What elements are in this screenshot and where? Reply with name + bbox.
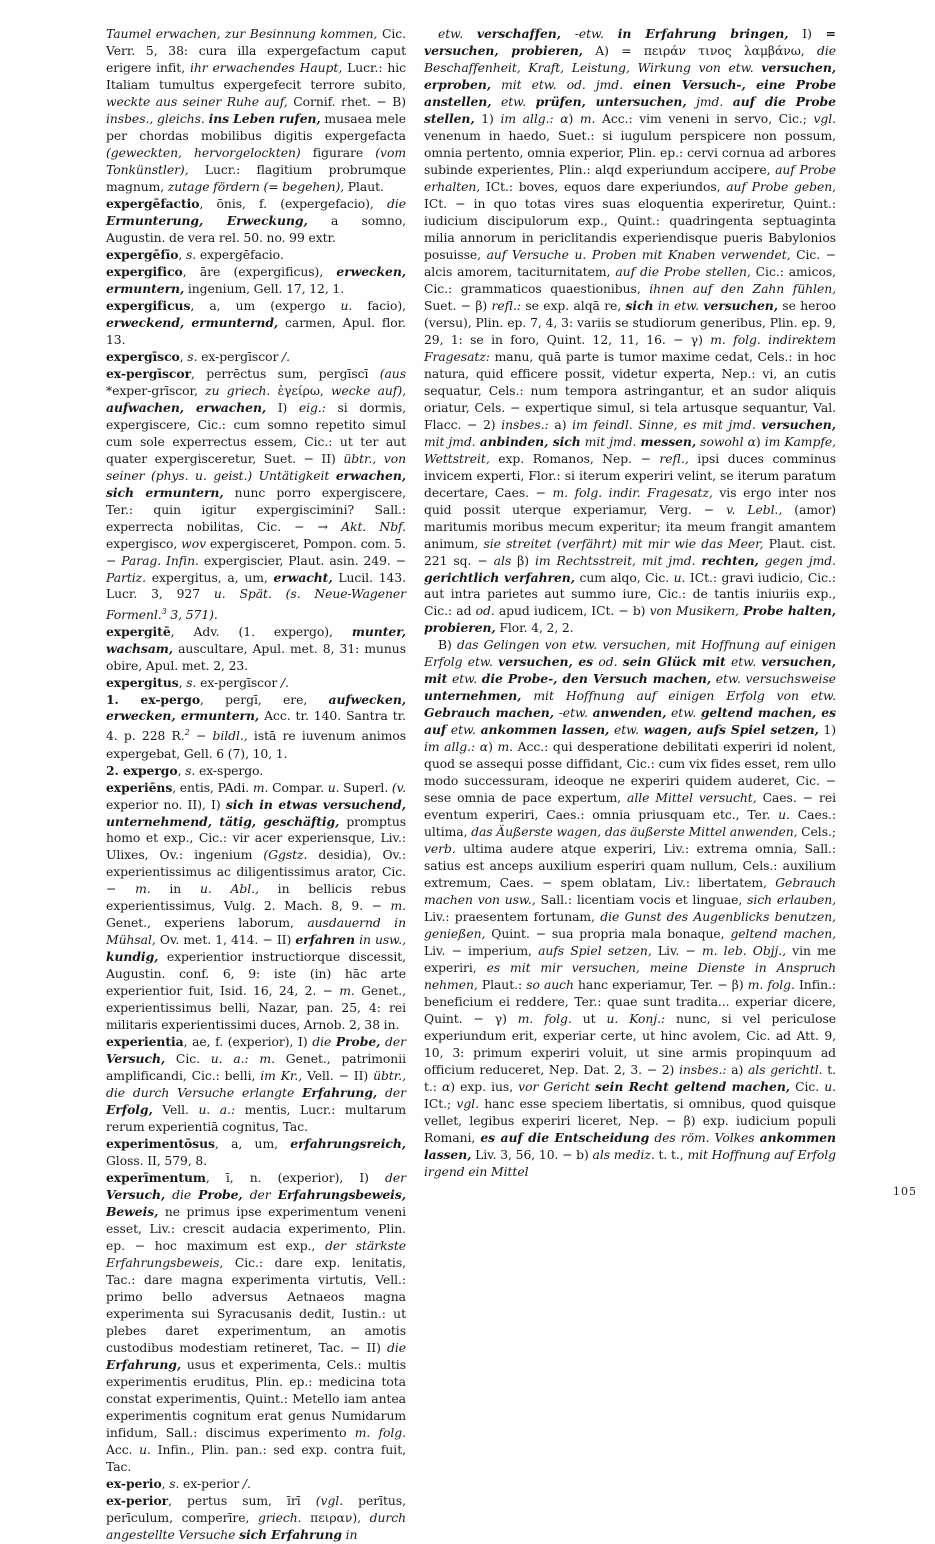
dictionary-entry: expergitus, s. ex-pergīscor /.: [106, 674, 289, 690]
dictionary-entry: ex-perio, s. ex-perior /.: [106, 1475, 251, 1491]
dictionary-entry: experientia, ae, f. (experior), I) die Probe, der Versuch, Cic. u. a.: m. Genet., patrimonii amplificandi, Cic.: belli, im Kr., Vell. − II) übtr., die durch Versuche erlangte Erfahrung, der Erfolg, Vell. u. a.: mentis, Lucr.: multarum rerum experientiā cognitus, Tac.: [106, 1034, 407, 1135]
left-column: [16, 26, 406, 1544]
dictionary-entry: expergēfactio, ōnis, f. (expergefacio), die Ermunterung, Erweckung, a somno, Augustin. de vera rel. 50. no. 99 extr.: [106, 195, 406, 245]
two-column-body: [16, 26, 919, 1544]
dictionary-entry: expergificus, a, um (expergo u. facio), erweckend, ermunternd, carmen, Apul. flor. 13.: [106, 297, 406, 347]
dictionary-entry: experimentōsus, a, um, erfahrungsreich, Gloss. II, 579, 8.: [106, 1136, 406, 1169]
dictionary-entry: expergīsco, s. ex-pergīscor /.: [106, 348, 290, 364]
page-number: 105: [893, 1185, 917, 1198]
dictionary-entry: Taumel erwachen, zur Besinnung kommen, Cic. Verr. 5, 38: cura illa expergefactum caput erigere infit, ihr erwachendes Haupt, Lucr.: hic Italiam tumultus expergefecit terrore subito, weckte aus seiner Ruhe auf, Cornif. rhet. − B) insbes., gleichs. ins Leben rufen, musaea mele per chordas mobilibus digitis expergefacta (geweckten, hervorgelockten) figurare (vom Tonkünstler), Lucr.: flagitium probrumque magnum, zutage fördern (= begehen), Plaut.: [106, 27, 407, 194]
dictionary-entry: 1. ex-pergo, pergī, ere, aufwecken, erwecken, ermuntern, Acc. tr. 140. Santra tr. 4. p. 228 R.$^2$ − bildl., istā re iuvenum animos expergebat, Gell. 6 (7), 10, 1.: [106, 691, 407, 761]
right-column: [406, 26, 836, 1181]
dictionary-entry: expergitē, Adv. (1. expergo), munter, wachsam, auscultare, Apul. met. 8, 31: munus obire, Apul. met. 2, 23.: [106, 623, 406, 673]
dictionary-entry: ex-perior, pertus sum, īrī (vgl. perītus, perīculum, comperīre, griech. πειραν), durch angestellte Versuche sich Erfahrung in: [106, 1492, 406, 1542]
dictionary-entry: expergēfīo, s. expergēfacio.: [106, 246, 284, 262]
dictionary-entry: 2. expergo, s. ex-spergo.: [106, 762, 264, 778]
dictionary-entry: expergifico, āre (expergificus), erwecken, ermuntern, ingenium, Gell. 17, 12, 1.: [106, 263, 406, 296]
dictionary-entry: ex-pergīscor, perrēctus sum, pergīscī (aus *exper-grīscor, zu griech. ἐγείρω, wecke auf), aufwachen, erwachen, I) eig.: si dormis, expergiscere, Cic.: cum somno repetito simul cum sole experrectus essem, Cic.: ut ter aut quater expergisceretur, Suet. − II) übtr., von seiner (phys. u. geist.) Untätigkeit erwachen, sich ermuntern, nunc porro expergiscere, Ter.: quin igitur expergiscimini? Sall.: experrecta nobilitas, Cic. − → Akt. Nbf. expergisco, wov expergisceret, Pompon. com. 5. − Parag. Infin. expergiscier, Plaut. asin. 249. − Partiz. expergitus, a, um, erwacht, Lucil. 143. Lucr. 3, 927 u. Spät. (s. Neue-Wagener Formenl.$^3$ 3, 571).: [106, 365, 406, 622]
dictionary-entry: experiēns, entis, PAdi. m. Compar. u. Superl. (v. experior no. II), I) sich in etwas versuchend, unternehmend, tätig, geschäftig, promptus homo et exp., Cic.: vir acer experiensque, Liv.: Ulixes, Ov.: ingenium (Ggstz. desidia), Ov.: experientissimus ac diligentissimus arator, Cic. − m. in u. Abl., in bellicis rebus experientissimus, Vulg. 2. Mach. 8, 9. − m. Genet., experiens laborum, ausdauernd in Mühsal, Ov. met. 1, 414. − II) erfahren in usw., kundig, experientior instructiorque discessit, Augustin. conf. 6, 9: iste (in) hāc arte experientior fuit, Isid. 16, 24, 2. − m. Genet., experientissimus belli, Nazar, pan. 25, 4: rei militaris experientissimi duces, Arnob. 2, 38 in.: [106, 779, 407, 1033]
dictionary-entry: experīmentum, ī, n. (experior), I) der Versuch, die Probe, der Erfahrungsbeweis, Beweis, ne primus ipse experimentum veneni esset, Liv.: crescit audacia experimento, Plin. ep. − hoc maximum est exp., der stärkste Erfahrungsbeweis, Cic.: dare exp. lenitatis, Tac.: dare magna experimenta virtutis, Vell.: primo bello adversus Aetnaeos magna experimenta sui Syracusanis dedit, Iustin.: ut plebes daret experimentum, an amotis custodibus modestiam retineret, Tac. − II) die Erfahrung, usus et experimenta, Cels.: multis experimentis eruditus, Plin. ep.: medicina tota constat experimentis, Quint.: Metello iam antea experimentis cognitum erat genus Numidarum infidum, Sall.: discimus experimento m. folg. Acc. u. Infin., Plin. pan.: sed exp. contra fuit, Tac.: [106, 1170, 406, 1474]
dictionary-entry: B) das Gelingen von etw. versuchen, mit Hoffnung auf einigen Erfolg etw. versuchen, es od. sein Glück mit etw. versuchen, mit etw. die Probe-, den Versuch machen, etw. versuchsweise unternehmen, mit Hoffnung auf einigen Erfolg von etw. Gebrauch machen, -etw. anwenden, etw. geltend machen, es auf etw. ankommen lassen, etw. wagen, aufs Spiel setzen, 1) im allg.: α) m. Acc.: qui desperatione debilitati experiri id nolent, quod se assequi posse diffidant, Cic.: cum vix fides esset, rem ullo modo successuram, ideoque ne experiri quidem auderet, Cic. − sese omnia de pace expertum, alle Mittel versucht, Caes. − rei eventum experiri, Caes.: omnia priusquam etc., Ter. u. Caes.: ultima, das Äußerste wagen, das äußerste Mittel anwenden, Cels.; verb. ultima audere atque experiri, Liv.: extrema omnia, Sall.: satius est anceps auxilium esperiri quam nullum, Cels.: auxilium extremum, Caes. − spem oblatam, Liv.: libertatem, Gebrauch machen von usw., Sall.: licentiam vocis et linguae, sich erlauben, Liv.: praesentem fortunam, die Gunst des Augenblicks benutzen, genießen, Quint. − sua propria mala bonaque, geltend machen, Liv. − imperium, aufs Spiel setzen, Liv. − m. leb. Objj., vin me experiri, es mit mir versuchen, meine Dienste in Anspruch nehmen, Plaut.: so auch hanc experiamur, Ter. − β) m. folg. Infin.: beneficium ei reddere, Ter.: quae sunt tradita... experiar dicere, Quint. − γ) m. folg. ut u. Konj.: nunc, si vel periculose experiundum erit, experiar certe, ut hinc avolem, Cic. ad Att. 9, 10, 3: primum experiri voluit, ut sine armis propinquum ad officium reduceret, Nep. Dat. 2, 3. − 2) insbes.: a) als gerichtl. t. t.: α) exp. ius, vor Gericht sein Recht geltend machen, Cic. u. ICt.; vgl. hanc esse speciem libertatis, si omnibus, quod quisque vellet, legibus experiri liceret, Nep. − β) exp. iudicium populi Romani, es auf die Entscheidung des röm. Volkes ankommen lassen, Liv. 3, 56, 10. − b) als mediz. t. t., mit Hoffnung auf Erfolg irgend ein Mittel: [424, 638, 837, 1179]
dictionary-entry: etw. verschaffen, -etw. in Erfahrung bringen, I) = versuchen, probieren, A) = πειράν τινος λαμβάνω, die Beschaffenheit, Kraft, Leistung, Wirkung von etw. versuchen, erproben, mit etw. od. jmd. einen Versuch-, eine Probe anstellen, etw. prüfen, untersuchen, jmd. auf die Probe stellen, 1) im allg.: α) m. Acc.: vim veneni in servo, Cic.; vgl. venenum in haedo, Suet.: si iugulum perspicere non possum, omnia pertento, omnia experior, Plin. ep.: cervi cornua ad arbores subinde experientes, Plin.: alqd experiundum accipere, auf Probe erhalten, ICt.: boves, equos dare experiundos, auf Probe geben, ICt. − in quo totas vires suas eloquentia experiretur, Quint.: iudicium discipulorum exp., Quint.: quadringenta septuaginta milia annorum in periclitandis experiendisque pueris Babylonios posuisse, auf Versuche u. Proben mit Knaben verwendet, Cic. − alcis amorem, taciturnitatem, auf die Probe stellen, Cic.: amicos, Cic.: grammaticos quaestionibus, ihnen auf den Zahn fühlen, Suet. − β) refl.: se exp. alqā re, sich in etw. versuchen, se heroo (versu), Plin. ep. 7, 4, 3: variis se studiorum generibus, Plin. ep. 9, 29, 1: se in foro, Quint. 12, 11, 16. − γ) m. folg. indirektem Fragesatz: manu, quā parte is tumor maxime cedat, Cels.: in hoc natura, quid efficere possit, videtur experta, Nep.: vi, an cutis sequatur, Cels.: num tempora astringantur, et an sudor aliquis oriatur, Cels. − expertique simul, si tela artusque sequantur, Val. Flacc. − 2) insbes.: a) im feindl. Sinne, es mit jmd. versuchen, mit jmd. anbinden, sich mit jmd. messen, sowohl α) im Kampfe, Wettstreit, exp. Romanos, Nep. − refl., ipsi duces comminus invicem experti, Flor.: si iterum experiri velint, se iterum paratum decertare, Caes. − m. folg. indir. Fragesatz, vis ergo inter nos quid possit uterque experiamur, Verg. − v. Lebl., (amor) maritumis moribus mecum experitur; ita meum frangit amantem animum, sie streitet (verfährt) mit mir wie das Meer, Plaut. cist. 221 sq. − als β) im Rechtsstreit, mit jmd. rechten, gegen jmd. gerichtlich verfahren, cum alqo, Cic. u. ICt.: gravi iudicio, Cic.: aut intra parietes aut summo iure, Cic.: de tantis iniuriis exp., Cic.: ad od. apud iudicem, ICt. − b) von Musikern, Probe halten, probieren, Flor. 4, 2, 2.: [424, 26, 837, 636]
